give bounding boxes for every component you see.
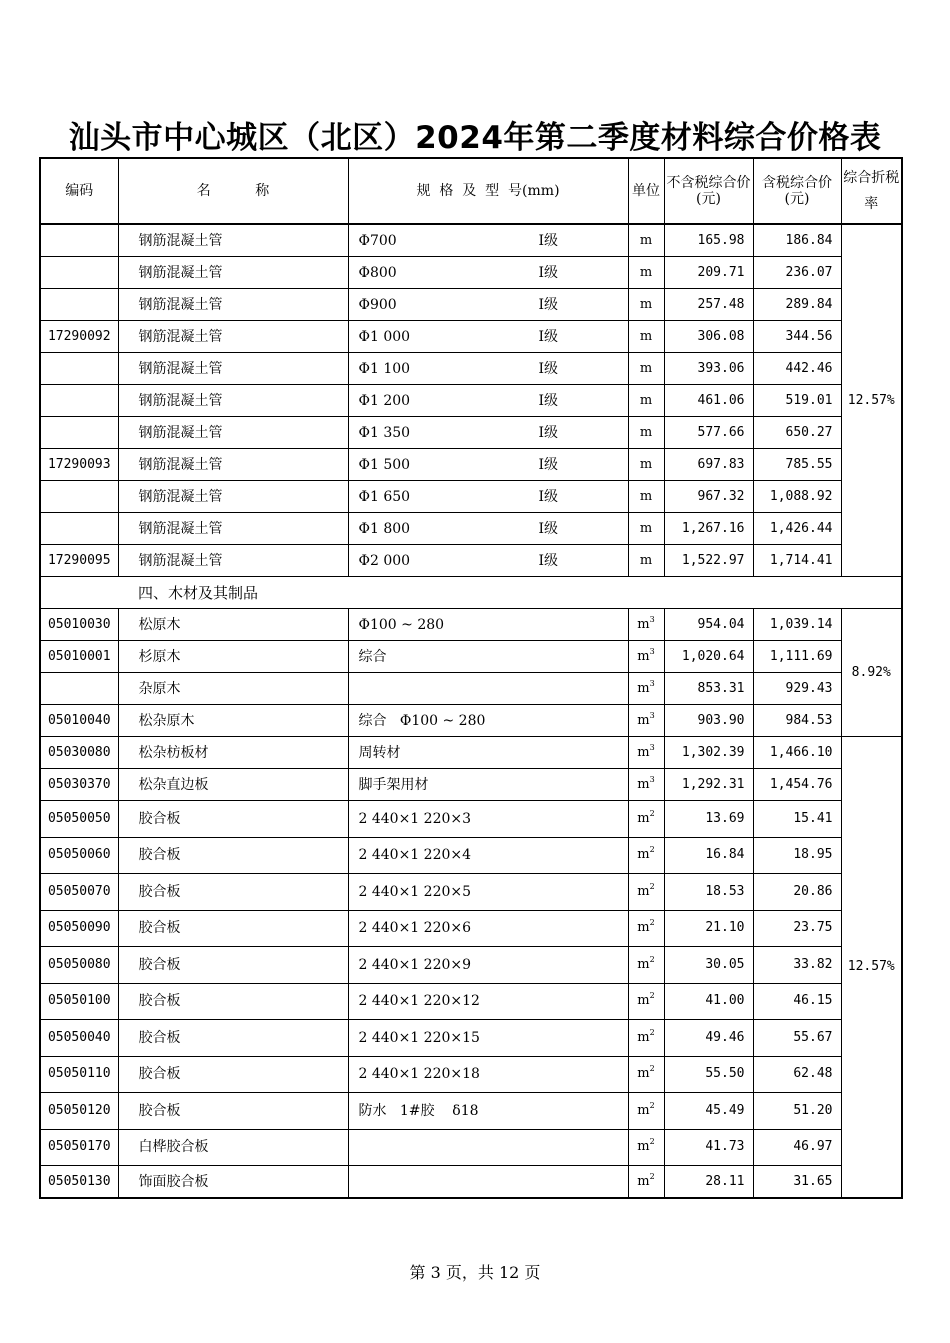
item-spec [348, 257, 628, 289]
item-spec-text: 2 440×1 220×5 [358, 883, 472, 900]
item-code: 05050050 [40, 801, 118, 838]
price-ex-tax: 1,292.31 [664, 769, 753, 801]
item-spec [348, 449, 628, 481]
price-inc-tax: 1,088.92 [753, 481, 841, 513]
item-unit-exponent: 3 [649, 614, 655, 624]
item-unit [628, 947, 664, 984]
item-name: 钢筋混凝土管 [118, 545, 348, 577]
price-inc-tax: 650.27 [753, 417, 841, 449]
item-code: 05050080 [40, 947, 118, 984]
item-spec-text: Φ1 000 [358, 328, 411, 345]
price-ex-tax: 209.71 [664, 257, 753, 289]
item-unit [628, 769, 664, 801]
item-code [40, 673, 118, 705]
table-row [40, 705, 902, 737]
item-name: 松杂枋板材 [118, 737, 348, 769]
table-header-row [40, 158, 902, 224]
page-title: 汕头市中心城区（北区）2024年第二季度材料综合价格表 [68, 120, 882, 156]
item-spec [348, 1020, 628, 1057]
item-unit [628, 257, 664, 289]
item-name: 杉原木 [118, 641, 348, 673]
item-spec-text: Φ1 650 [358, 488, 411, 505]
item-unit [628, 289, 664, 321]
price-inc-tax: 1,039.14 [753, 609, 841, 641]
price-inc-tax: 46.15 [753, 983, 841, 1020]
item-unit-exponent: 3 [649, 646, 655, 656]
item-name: 胶合板 [118, 983, 348, 1020]
item-unit [628, 353, 664, 385]
price-inc-tax: 23.75 [753, 910, 841, 947]
price-ex-tax: 1,267.16 [664, 513, 753, 545]
item-unit-text: m [639, 424, 653, 440]
tax-rate: 12.57% [841, 737, 902, 1199]
item-unit-text: m [637, 1102, 650, 1118]
price-inc-tax: 62.48 [753, 1056, 841, 1093]
item-grade: Ⅰ级 [538, 328, 559, 345]
item-spec-text: 综合 Φ100 ~ 280 [358, 712, 486, 729]
item-name: 钢筋混凝土管 [118, 513, 348, 545]
item-spec [348, 874, 628, 911]
item-code: 05050100 [40, 983, 118, 1020]
item-unit [628, 983, 664, 1020]
table-row [40, 545, 902, 577]
item-spec [348, 837, 628, 874]
item-spec-text: 防水 1#胶 δ18 [358, 1102, 479, 1119]
item-spec [348, 910, 628, 947]
item-unit-text: m [637, 776, 650, 792]
item-grade: Ⅰ级 [538, 488, 559, 505]
item-unit-text: m [639, 360, 653, 376]
price-ex-tax: 461.06 [664, 385, 753, 417]
item-unit-text: m [639, 264, 653, 280]
table-row [40, 289, 902, 321]
table-row [40, 1056, 902, 1093]
item-grade: Ⅰ级 [538, 552, 559, 569]
price-inc-tax: 1,466.10 [753, 737, 841, 769]
item-unit-text: m [639, 456, 653, 472]
price-ex-tax: 13.69 [664, 801, 753, 838]
item-spec [348, 224, 628, 257]
price-inc-tax: 519.01 [753, 385, 841, 417]
item-unit [628, 910, 664, 947]
item-spec [348, 289, 628, 321]
price-inc-tax: 929.43 [753, 673, 841, 705]
item-unit-text: m [637, 1139, 650, 1155]
price-inc-tax: 33.82 [753, 947, 841, 984]
item-unit-text: m [639, 520, 653, 536]
price-ex-tax: 853.31 [664, 673, 753, 705]
item-unit-text: m [637, 956, 650, 972]
price-ex-tax: 967.32 [664, 481, 753, 513]
table-row [40, 513, 902, 545]
item-code: 05050060 [40, 837, 118, 874]
item-unit-text: m [637, 616, 650, 632]
table-row [40, 1129, 902, 1166]
table-row [40, 481, 902, 513]
item-unit-text: m [637, 744, 650, 760]
item-unit-exponent: 2 [649, 881, 655, 891]
price-inc-tax: 15.41 [753, 801, 841, 838]
item-unit [628, 737, 664, 769]
item-unit-exponent: 2 [649, 808, 655, 818]
item-grade: Ⅰ级 [538, 360, 559, 377]
table-body [40, 224, 902, 1198]
item-name: 胶合板 [118, 874, 348, 911]
item-unit [628, 449, 664, 481]
table-row [40, 983, 902, 1020]
item-spec-text: 2 440×1 220×3 [358, 810, 472, 827]
item-spec-text: Φ1 500 [358, 456, 411, 473]
item-unit-exponent: 3 [649, 742, 655, 752]
price-inc-tax: 18.95 [753, 837, 841, 874]
item-unit-text: m [639, 392, 653, 408]
price-inc-tax: 1,111.69 [753, 641, 841, 673]
item-name: 胶合板 [118, 1093, 348, 1130]
item-name: 饰面胶合板 [118, 1166, 348, 1199]
price-ex-tax: 28.11 [664, 1166, 753, 1199]
price-ex-tax: 21.10 [664, 910, 753, 947]
item-spec-text: 脚手架用材 [358, 776, 429, 793]
item-code [40, 289, 118, 321]
item-unit [628, 385, 664, 417]
item-unit-text: m [637, 712, 650, 728]
item-spec [348, 353, 628, 385]
table-row [40, 449, 902, 481]
price-inc-tax: 31.65 [753, 1166, 841, 1199]
item-spec [348, 417, 628, 449]
item-code: 05050120 [40, 1093, 118, 1130]
table-row [40, 385, 902, 417]
price-ex-tax: 41.00 [664, 983, 753, 1020]
item-unit-text: m [637, 920, 650, 936]
table-row [40, 673, 902, 705]
item-name: 胶合板 [118, 801, 348, 838]
table-row [40, 874, 902, 911]
item-spec-text: Φ800 [358, 264, 397, 281]
item-code: 17290092 [40, 321, 118, 353]
item-name: 杂原木 [118, 673, 348, 705]
item-unit-text: m [637, 648, 650, 664]
item-spec-text: 2 440×1 220×9 [358, 956, 472, 973]
price-ex-tax: 697.83 [664, 449, 753, 481]
price-inc-tax: 984.53 [753, 705, 841, 737]
price-ex-tax: 257.48 [664, 289, 753, 321]
price-ex-tax: 1,020.64 [664, 641, 753, 673]
item-name: 钢筋混凝土管 [118, 481, 348, 513]
item-spec-text: 2 440×1 220×4 [358, 847, 472, 864]
price-ex-tax: 55.50 [664, 1056, 753, 1093]
item-spec-text: Φ100 ~ 280 [358, 616, 445, 633]
price-inc-tax: 1,426.44 [753, 513, 841, 545]
item-unit-text: m [637, 1173, 650, 1189]
table-row [40, 1093, 902, 1130]
item-unit-text: m [637, 847, 650, 863]
item-unit [628, 417, 664, 449]
item-spec-text: Φ900 [358, 296, 397, 313]
item-unit-text: m [637, 680, 650, 696]
item-unit [628, 545, 664, 577]
price-ex-tax: 165.98 [664, 224, 753, 257]
item-spec [348, 321, 628, 353]
table-row [40, 769, 902, 801]
item-unit [628, 801, 664, 838]
item-spec-text: 2 440×1 220×18 [358, 1066, 480, 1083]
item-name: 钢筋混凝土管 [118, 321, 348, 353]
item-code [40, 481, 118, 513]
price-ex-tax: 49.46 [664, 1020, 753, 1057]
price-inc-tax: 51.20 [753, 1093, 841, 1130]
section-row [40, 577, 902, 609]
item-grade: Ⅰ级 [538, 296, 559, 313]
item-unit [628, 874, 664, 911]
table-row [40, 417, 902, 449]
item-spec-text: 综合 [358, 648, 387, 665]
item-name: 松原木 [118, 609, 348, 641]
item-grade: Ⅰ级 [538, 520, 559, 537]
item-unit-text: m [639, 296, 653, 312]
item-name: 钢筋混凝土管 [118, 417, 348, 449]
item-unit [628, 609, 664, 641]
price-ex-tax: 45.49 [664, 1093, 753, 1130]
price-ex-tax: 903.90 [664, 705, 753, 737]
item-name: 钢筋混凝土管 [118, 353, 348, 385]
item-spec [348, 1166, 628, 1199]
item-unit [628, 481, 664, 513]
price-ex-tax: 16.84 [664, 837, 753, 874]
item-spec-text: Φ1 200 [358, 392, 411, 409]
header-price-ex-tax: 不含税综合价(元) [664, 158, 753, 224]
item-unit-exponent: 2 [649, 1027, 655, 1037]
item-code: 05030370 [40, 769, 118, 801]
price-inc-tax: 1,454.76 [753, 769, 841, 801]
table-row [40, 1020, 902, 1057]
item-spec-text: 2 440×1 220×15 [358, 1029, 480, 1046]
table-row [40, 801, 902, 838]
item-spec [348, 385, 628, 417]
item-code [40, 257, 118, 289]
item-unit-exponent: 2 [649, 1100, 655, 1110]
item-grade: Ⅰ级 [538, 264, 559, 281]
item-code: 05050040 [40, 1020, 118, 1057]
price-inc-tax: 186.84 [753, 224, 841, 257]
item-unit [628, 705, 664, 737]
price-inc-tax: 20.86 [753, 874, 841, 911]
item-code: 05050110 [40, 1056, 118, 1093]
item-unit [628, 513, 664, 545]
item-unit [628, 321, 664, 353]
price-inc-tax: 236.07 [753, 257, 841, 289]
item-unit-text: m [639, 552, 653, 568]
item-code [40, 353, 118, 385]
item-unit-text: m [639, 328, 653, 344]
item-name: 胶合板 [118, 837, 348, 874]
price-ex-tax: 393.06 [664, 353, 753, 385]
item-spec-text: Φ1 100 [358, 360, 411, 377]
item-name: 钢筋混凝土管 [118, 289, 348, 321]
item-unit-exponent: 3 [649, 678, 655, 688]
item-code: 05050090 [40, 910, 118, 947]
item-name: 钢筋混凝土管 [118, 224, 348, 257]
item-grade: Ⅰ级 [538, 232, 559, 249]
item-unit-exponent: 3 [649, 774, 655, 784]
item-spec [348, 641, 628, 673]
tax-rate: 8.92% [841, 609, 902, 737]
item-code [40, 224, 118, 257]
item-unit [628, 1093, 664, 1130]
item-grade: Ⅰ级 [538, 424, 559, 441]
header-name: 名 称 [118, 158, 348, 224]
item-unit-text: m [639, 488, 653, 504]
item-spec [348, 705, 628, 737]
item-unit-text: m [637, 1066, 650, 1082]
item-spec-text: Φ700 [358, 232, 397, 249]
item-unit-exponent: 2 [649, 954, 655, 964]
price-ex-tax: 306.08 [664, 321, 753, 353]
header-price-inc-tax: 含税综合价(元) [753, 158, 841, 224]
table-row [40, 947, 902, 984]
item-code: 17290093 [40, 449, 118, 481]
table-row [40, 641, 902, 673]
item-name: 胶合板 [118, 947, 348, 984]
item-unit-exponent: 2 [649, 1137, 655, 1147]
item-spec [348, 1056, 628, 1093]
price-inc-tax: 289.84 [753, 289, 841, 321]
item-name: 白桦胶合板 [118, 1129, 348, 1166]
table-row [40, 224, 902, 257]
item-code: 05050070 [40, 874, 118, 911]
item-unit-text: m [639, 232, 653, 248]
table-row [40, 1166, 902, 1199]
price-ex-tax: 30.05 [664, 947, 753, 984]
item-name: 钢筋混凝土管 [118, 385, 348, 417]
item-spec [348, 1093, 628, 1130]
item-grade: Ⅰ级 [538, 456, 559, 473]
page-footer: 第 3 页，共 12 页 [409, 1263, 541, 1282]
item-unit [628, 224, 664, 257]
table-row [40, 609, 902, 641]
item-spec-text: 周转材 [358, 744, 401, 761]
item-unit-exponent: 2 [649, 1171, 655, 1181]
table-row [40, 910, 902, 947]
table-row [40, 737, 902, 769]
item-unit [628, 673, 664, 705]
item-unit [628, 1056, 664, 1093]
item-unit-text: m [637, 1029, 650, 1045]
price-inc-tax: 1,714.41 [753, 545, 841, 577]
price-ex-tax: 954.04 [664, 609, 753, 641]
item-code [40, 417, 118, 449]
price-inc-tax: 442.46 [753, 353, 841, 385]
header-unit: 单位 [628, 158, 664, 224]
item-code: 05010040 [40, 705, 118, 737]
price-ex-tax: 1,522.97 [664, 545, 753, 577]
item-spec [348, 947, 628, 984]
item-code: 05010001 [40, 641, 118, 673]
item-spec [348, 1129, 628, 1166]
table-row [40, 837, 902, 874]
item-spec-text: Φ2 000 [358, 552, 411, 569]
item-unit-text: m [637, 810, 650, 826]
price-ex-tax: 577.66 [664, 417, 753, 449]
item-unit-exponent: 2 [649, 1064, 655, 1074]
item-name: 钢筋混凝土管 [118, 257, 348, 289]
item-name: 松杂直边板 [118, 769, 348, 801]
item-spec [348, 545, 628, 577]
item-code: 05010030 [40, 609, 118, 641]
item-spec [348, 513, 628, 545]
item-unit [628, 1020, 664, 1057]
item-name: 钢筋混凝土管 [118, 449, 348, 481]
table-row [40, 353, 902, 385]
header-tax-rate: 综合折税率 [841, 158, 902, 224]
item-code: 17290095 [40, 545, 118, 577]
price-ex-tax: 18.53 [664, 874, 753, 911]
item-spec-text: Φ1 800 [358, 520, 411, 537]
price-inc-tax: 46.97 [753, 1129, 841, 1166]
price-inc-tax: 344.56 [753, 321, 841, 353]
item-unit-text: m [637, 993, 650, 1009]
item-code: 05050170 [40, 1129, 118, 1166]
item-name: 胶合板 [118, 1056, 348, 1093]
item-unit-exponent: 3 [649, 710, 655, 720]
item-unit [628, 641, 664, 673]
price-ex-tax: 41.73 [664, 1129, 753, 1166]
item-name: 松杂原木 [118, 705, 348, 737]
table-row [40, 321, 902, 353]
item-unit-exponent: 2 [649, 918, 655, 928]
item-spec-text: 2 440×1 220×6 [358, 920, 472, 937]
header-spec: 规 格 及 型 号(mm) [348, 158, 628, 224]
section-label: 四、木材及其制品 [40, 577, 902, 609]
item-spec [348, 673, 628, 705]
item-spec [348, 769, 628, 801]
item-unit [628, 1129, 664, 1166]
item-unit-exponent: 2 [649, 845, 655, 855]
price-inc-tax: 55.67 [753, 1020, 841, 1057]
item-spec [348, 801, 628, 838]
item-code: 05050130 [40, 1166, 118, 1199]
price-ex-tax: 1,302.39 [664, 737, 753, 769]
item-unit [628, 837, 664, 874]
table-row [40, 257, 902, 289]
item-code [40, 385, 118, 417]
item-grade: Ⅰ级 [538, 392, 559, 409]
item-name: 胶合板 [118, 910, 348, 947]
item-spec-text: Φ1 350 [358, 424, 411, 441]
item-spec [348, 481, 628, 513]
item-code: 05030080 [40, 737, 118, 769]
item-unit [628, 1166, 664, 1199]
item-unit-text: m [637, 883, 650, 899]
item-spec [348, 983, 628, 1020]
price-inc-tax: 785.55 [753, 449, 841, 481]
price-table [39, 157, 903, 1199]
item-spec-text: 2 440×1 220×12 [358, 993, 480, 1010]
item-spec [348, 737, 628, 769]
tax-rate: 12.57% [841, 224, 902, 577]
item-unit-exponent: 2 [649, 991, 655, 1001]
item-name: 胶合板 [118, 1020, 348, 1057]
item-code [40, 513, 118, 545]
header-code: 编码 [40, 158, 118, 224]
item-spec [348, 609, 628, 641]
